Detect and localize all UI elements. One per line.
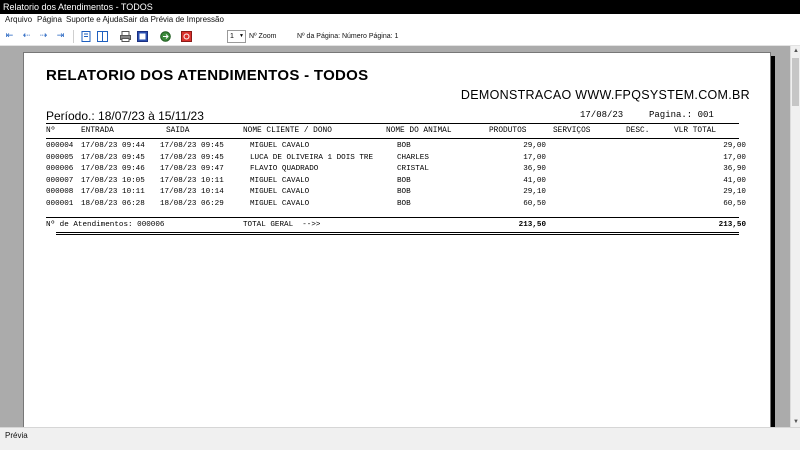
report-page <box>23 52 771 427</box>
cell-total: 41,00 <box>723 176 746 185</box>
footer-total-geral: 213,50 <box>718 221 746 229</box>
cell-saida: 17/08/23 10:14 <box>160 188 224 196</box>
zoom-label: Nº Zoom <box>249 33 277 40</box>
cell-cliente: MIGUEL CAVALO <box>250 199 310 208</box>
header-entrada: ENTRADA <box>81 127 114 135</box>
cell-produtos: 60,50 <box>523 199 546 208</box>
menubar <box>0 14 800 26</box>
cell-cliente: MIGUEL CAVALO <box>250 142 310 150</box>
page-number-label: Nº da Página: Número Página: 1 <box>297 33 399 40</box>
cell-total: 17,00 <box>723 153 746 162</box>
chevron-down-icon: ▼ <box>239 33 244 39</box>
cell-total: 29,00 <box>723 142 746 150</box>
cell-num: 000004 <box>46 142 74 150</box>
header-animal: NOME DO ANIMAL <box>386 127 452 135</box>
cell-saida: 18/08/23 06:29 <box>160 199 224 208</box>
export-icon[interactable] <box>160 31 171 42</box>
toolbar <box>0 27 800 46</box>
cell-saida: 17/08/23 10:11 <box>160 176 224 185</box>
menu-suporte[interactable]: Suporte e Ajuda <box>66 15 123 24</box>
cell-cliente: FLAVIO QUADRADO <box>250 165 319 173</box>
cell-produtos: 17,00 <box>523 153 546 162</box>
header-total: VLR TOTAL <box>674 127 717 135</box>
menu-pagina[interactable]: Página <box>37 15 62 24</box>
report-title: RELATORIO DOS ATENDIMENTOS - TODOS <box>46 67 369 84</box>
cell-animal: CRISTAL <box>397 165 429 173</box>
close-preview-icon[interactable] <box>181 31 192 42</box>
preview-viewport[interactable] <box>0 46 790 427</box>
report-page-number: Pagina.: 001 <box>649 110 714 120</box>
report-date: 17/08/23 <box>580 110 624 120</box>
header-produtos: PRODUTOS <box>489 127 527 135</box>
status-text: Prévia <box>5 431 28 440</box>
first-page-icon[interactable]: ⇤ <box>5 31 14 41</box>
cell-saida: 17/08/23 09:47 <box>160 165 224 173</box>
cell-animal: BOB <box>397 142 411 150</box>
toolbar-separator <box>73 30 74 43</box>
window-title: Relatorio dos Atendimentos - TODOS <box>0 0 800 14</box>
footer-rule-2 <box>56 234 739 235</box>
next-page-icon[interactable]: ⇢ <box>39 31 48 41</box>
footer-total-produtos: 213,50 <box>518 221 546 229</box>
cell-cliente: LUCA DE OLIVEIRA 1 DOIS TRE <box>250 153 374 162</box>
page-select[interactable]: 1 ▼ <box>227 30 246 43</box>
cell-total: 29,10 <box>723 188 746 196</box>
cell-animal: BOB <box>397 188 411 196</box>
scroll-down-icon[interactable]: ▼ <box>793 419 799 425</box>
cell-entrada: 17/08/23 10:05 <box>81 176 145 185</box>
prev-page-icon[interactable]: ⇠ <box>22 31 31 41</box>
footer-count: Nº de Atendimentos: 000006 <box>46 221 165 229</box>
cell-num: 000007 <box>46 176 74 185</box>
cell-saida: 17/08/23 09:45 <box>160 153 224 162</box>
cell-cliente: MIGUEL CAVALO <box>250 176 310 185</box>
print-icon[interactable] <box>120 31 131 42</box>
header-num: Nº <box>46 127 56 135</box>
cell-produtos: 36,90 <box>523 165 546 173</box>
cell-num: 000006 <box>46 165 74 173</box>
cell-num: 000008 <box>46 188 74 196</box>
cell-num: 000005 <box>46 153 74 162</box>
menu-sair-previa[interactable]: Sair da Prévia de Impressão <box>123 15 224 24</box>
cell-animal: BOB <box>397 176 411 185</box>
scroll-up-icon[interactable]: ▲ <box>793 48 799 54</box>
rows-bottom-rule <box>46 217 739 218</box>
footer-rule-1 <box>56 232 739 233</box>
cell-cliente: MIGUEL CAVALO <box>250 188 310 196</box>
cell-animal: BOB <box>397 199 411 208</box>
cell-num: 000001 <box>46 199 74 208</box>
cell-produtos: 41,00 <box>523 176 546 185</box>
footer-total-label: TOTAL GERAL -->> <box>243 221 321 229</box>
cell-animal: CHARLES <box>397 153 429 162</box>
vertical-scrollbar[interactable] <box>790 46 800 427</box>
header-servicos: SERVIÇOS <box>553 127 591 135</box>
scroll-thumb[interactable] <box>792 58 799 106</box>
cell-entrada: 17/08/23 09:45 <box>81 153 145 162</box>
report-period: Período.: 18/07/23 à 15/11/23 <box>46 109 204 123</box>
cell-saida: 17/08/23 09:45 <box>160 142 224 150</box>
cell-entrada: 18/08/23 06:28 <box>81 199 145 208</box>
cell-produtos: 29,00 <box>523 142 546 150</box>
header-top-rule <box>46 123 739 124</box>
statusbar <box>0 427 800 450</box>
cell-entrada: 17/08/23 09:44 <box>81 142 145 150</box>
header-desc: DESC. <box>626 127 650 135</box>
report-subtitle: DEMONSTRACAO WWW.FPQSYSTEM.COM.BR <box>460 88 750 102</box>
two-page-icon[interactable] <box>97 31 108 42</box>
cell-entrada: 17/08/23 10:11 <box>81 188 145 196</box>
header-saida: SAIDA <box>166 127 190 135</box>
fit-page-icon[interactable] <box>137 31 148 42</box>
header-cliente: NOME CLIENTE / DONO <box>243 127 332 135</box>
cell-entrada: 17/08/23 09:46 <box>81 165 145 173</box>
header-bottom-rule <box>46 138 739 139</box>
last-page-icon[interactable]: ⇥ <box>56 31 65 41</box>
cell-produtos: 29,10 <box>523 188 546 196</box>
cell-total: 36,90 <box>723 165 746 173</box>
cell-total: 60,50 <box>723 199 746 208</box>
single-page-icon[interactable] <box>80 31 91 42</box>
menu-arquivo[interactable]: Arquivo <box>5 15 33 24</box>
